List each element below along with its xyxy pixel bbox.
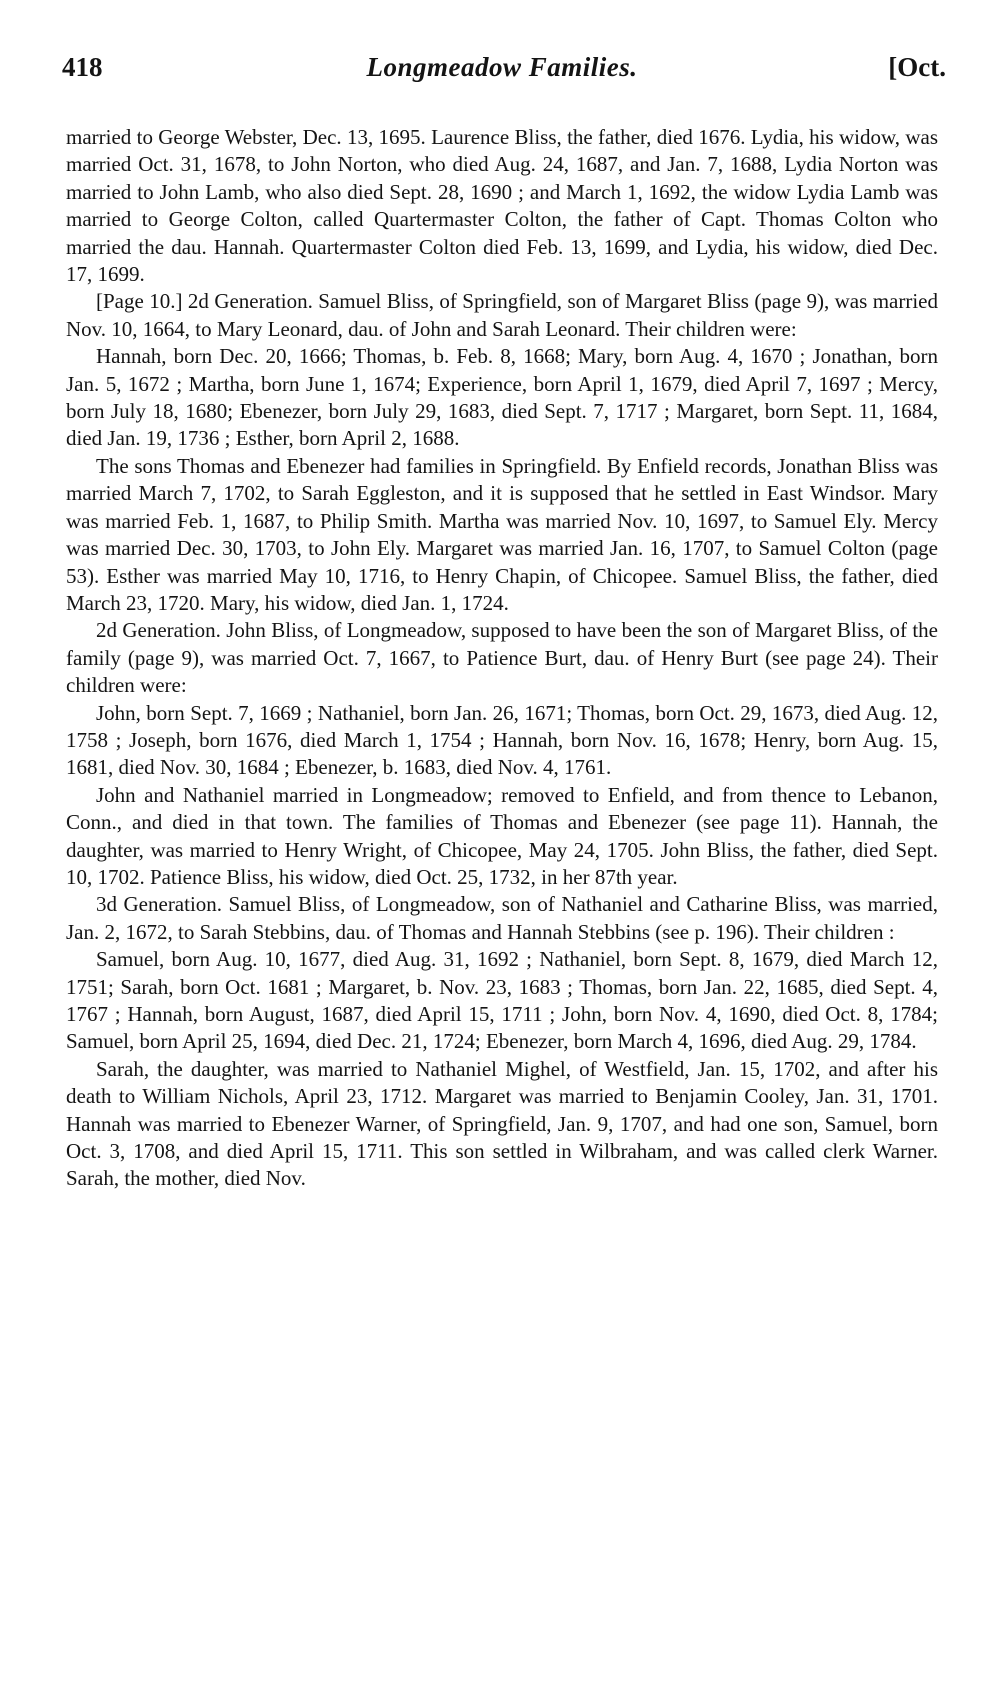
header-month: [Oct. [888,52,946,82]
paragraph: 3d Generation. Samuel Bliss, of Longmeadow, son of Nathaniel and Catharine Bliss, was married, Jan. 2, 1672, to Sarah Stebbins, dau. of Thomas and Hannah Stebbins (see p. 196). Their children : [66,892,938,944]
paragraph: Sarah, the daughter, was married to Nathaniel Mighel, of Westfield, Jan. 15, 1702, and after his death to William Nichols, April 23, 1712. Margaret was married to Benjamin Cooley, Jan. 31, 1701. Hannah was married to Ebenezer Warner, of Springfield, Jan. 9, 1707, and had one son, Samuel, born Oct. 3, 1708, and died April 15, 1711. This son settled in Wilbraham, and was called clerk Warner. Sarah, the mother, died Nov. [66,1056,938,1191]
paragraph: [Page 10.] 2d Generation. Samuel Bliss, of Springfield, son of Margaret Bliss (page 9), was married Nov. 10, 1664, to Mary Leonard, dau. of John and Sarah Leonard. Their children were: [66,289,938,341]
paragraph-children-list: Samuel, born Aug. 10, 1677, died Aug. 31, 1692 ; Nathaniel, born Sept. 8, 1679, died March 12, 1751; Sarah, born Oct. 1681 ; Margaret, b. Nov. 23, 1683 ; Thomas, born Jan. 22, 1685, died Sept. 4, 1767 ; Hannah, born August, 1687, died April 15, 1711 ; John, born Nov. 4, 1690, died Oct. 8, 1784; Samuel, born April 25, 1694, died Dec. 21, 1724; Ebenezer, born March 4, 1696, died Aug. 29, 1784. [66,947,938,1054]
paragraph: 2d Generation. John Bliss, of Longmeadow, supposed to have been the son of Margaret Bliss, of the family (page 9), was married Oct. 7, 1667, to Patience Burt, dau. of Henry Burt (see page 24). Their children were: [66,618,938,698]
paragraph: John and Nathaniel married in Longmeadow; removed to Enfield, and from thence to Lebanon, Conn., and died in that town. The families of Thomas and Ebenezer (see page 11). Hannah, the daughter, was married to Henry Wright, of Chicopee, May 24, 1705. John Bliss, the father, died Sept. 10, 1702. Patience Bliss, his widow, died Oct. 25, 1732, in her 87th year. [66,782,938,889]
paragraph-children-list: John, born Sept. 7, 1669 ; Nathaniel, born Jan. 26, 1671; Thomas, born Oct. 29, 1673, died Aug. 12, 1758 ; Joseph, born 1676, died March 1, 1754 ; Hannah, born Nov. 16, 1678; Henry, born Aug. 15, 1681, died Nov. 30, 1684 ; Ebenezer, b. 1683, died Nov. 4, 1761. [66,700,938,780]
running-title: Longmeadow Families. [366,52,638,82]
page-body [66,124,938,1193]
paragraph-continuation: married to George Webster, Dec. 13, 1695. Laurence Bliss, the father, died 1676. Lydia, his widow, was married Oct. 31, 1678, to John Norton, who died Aug. 24, 1687, and Jan. 7, 1688, Lydia Norton was married to John Lamb, who also died Sept. 28, 1690 ; and March 1, 1692, the widow Lydia Lamb was married to George Colton, called Quartermaster Colton, the father of Capt. Thomas Colton who married the dau. Hannah. Quartermaster Colton died Feb. 13, 1699, and Lydia, his widow, died Dec. 17, 1699. [66,125,938,287]
page-number: 418 [62,52,103,82]
paragraph-children-list: Hannah, born Dec. 20, 1666; Thomas, b. Feb. 8, 1668; Mary, born Aug. 4, 1670 ; Jonathan, born Jan. 5, 1672 ; Martha, born June 1, 1674; Experience, born April 1, 1679, died April 7, 1697 ; Mercy, born July 18, 1680; Ebenezer, born July 29, 1683, died Sept. 7, 1717 ; Margaret, born Sept. 11, 1684, died Jan. 19, 1736 ; Esther, born April 2, 1688. [66,344,938,451]
paragraph: The sons Thomas and Ebenezer had families in Springfield. By Enfield records, Jonathan Bliss was married March 7, 1702, to Sarah Eggleston, and it is supposed that he settled in East Windsor. Mary was married Feb. 1, 1687, to Philip Smith. Martha was married Nov. 10, 1697, to Samuel Ely. Mercy was married Dec. 30, 1703, to John Ely. Margaret was married Jan. 16, 1707, to Samuel Colton (page 53). Esther was married May 10, 1716, to Henry Chapin, of Chicopee. Samuel Bliss, the father, died March 23, 1720. Mary, his widow, died Jan. 1, 1724. [66,453,938,615]
running-header [62,52,946,96]
book-page [62,52,946,1193]
